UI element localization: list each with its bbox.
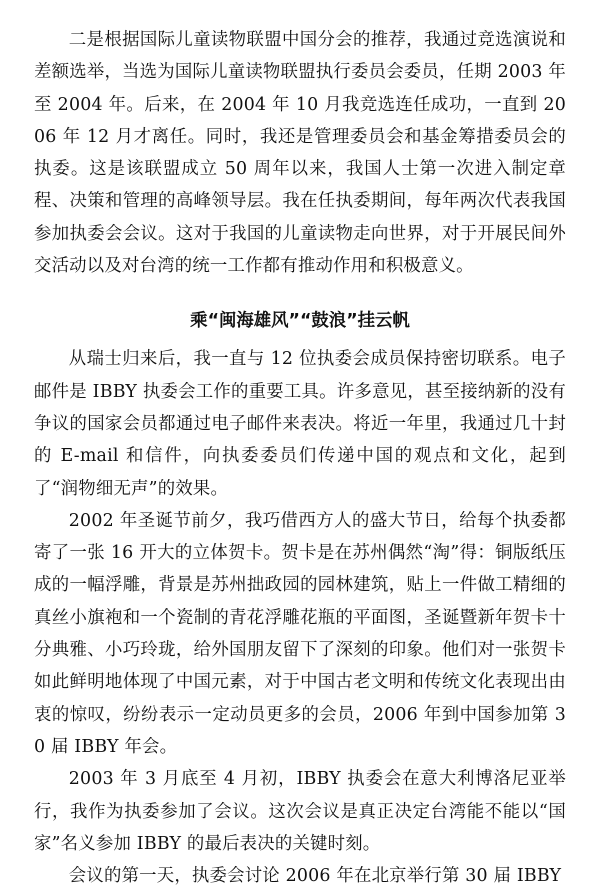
body-paragraph: 从瑞士归来后，我一直与 12 位执委会成员保持密切联系。电子邮件是 IBBY 执委会工作的重要工具。许多意见，甚至接纳新的没有争议的国家会员都通过电子邮件来表决。将近一年里，我通过几十封的 E-mail 和信件，向执委委员们传递中国的观点和文化，起到了“润物细无声”的效果。 <box>34 349 566 499</box>
document-page <box>34 24 566 892</box>
section-heading: 乘“闽海雄风”“鼓浪”挂云帆 <box>190 311 410 332</box>
body-paragraph: 2003 年 3 月底至 4 月初，IBBY 执委会在意大利博洛尼亚举行，我作为执委参加了会议。这次会议是真正决定台湾能不能以“国家”名义参加 IBBY 的最后表决的关键时刻。 <box>34 769 566 854</box>
body-paragraph: 会议的第一天，执委会讨论 2006 年在北京举行第 30 届 IBBY <box>68 866 562 887</box>
body-paragraph: 2002 年圣诞节前夕，我巧借西方人的盛大节日，给每个执委都寄了一张 16 开大的立体贺卡。贺卡是在苏州偶然“淘”得：铜版纸压成的一幅浮雕，背景是苏州拙政园的园林建筑，贴上一件做工精细的真丝小旗袍和一个瓷制的青花浮雕花瓶的平面图，圣诞暨新年贺卡十分典雅、小巧玲珑，给外国朋友留下了深刻的印象。他们对一张贺卡如此鲜明地体现了中国元素，对于中国古老文明和传统文化表现出由衷的惊叹，纷纷表示一定动员更多的会员，2006 年到中国参加第 30 届 IBBY 年会。 <box>34 510 566 757</box>
body-paragraph: 二是根据国际儿童读物联盟中国分会的推荐，我通过竞选演说和差额选举，当选为国际儿童读物联盟执行委员会委员，任期 2003 年至 2004 年。后来，在 2004 年 10 月我竞选连任成功，一直到 2006 年 12 月才离任。同时，我还是管理委员会和基金筹措委员会的执委。这是该联盟成立 50 周年以来，我国人士第一次进入制定章程、决策和管理的高峰领导层。我在任执委期间，每年两次代表我国参加执委会会议。这对于我国的儿童读物走向世界，对于开展民间外交活动以及对台湾的统一工作都有推动作用和积极意义。 <box>34 30 566 277</box>
